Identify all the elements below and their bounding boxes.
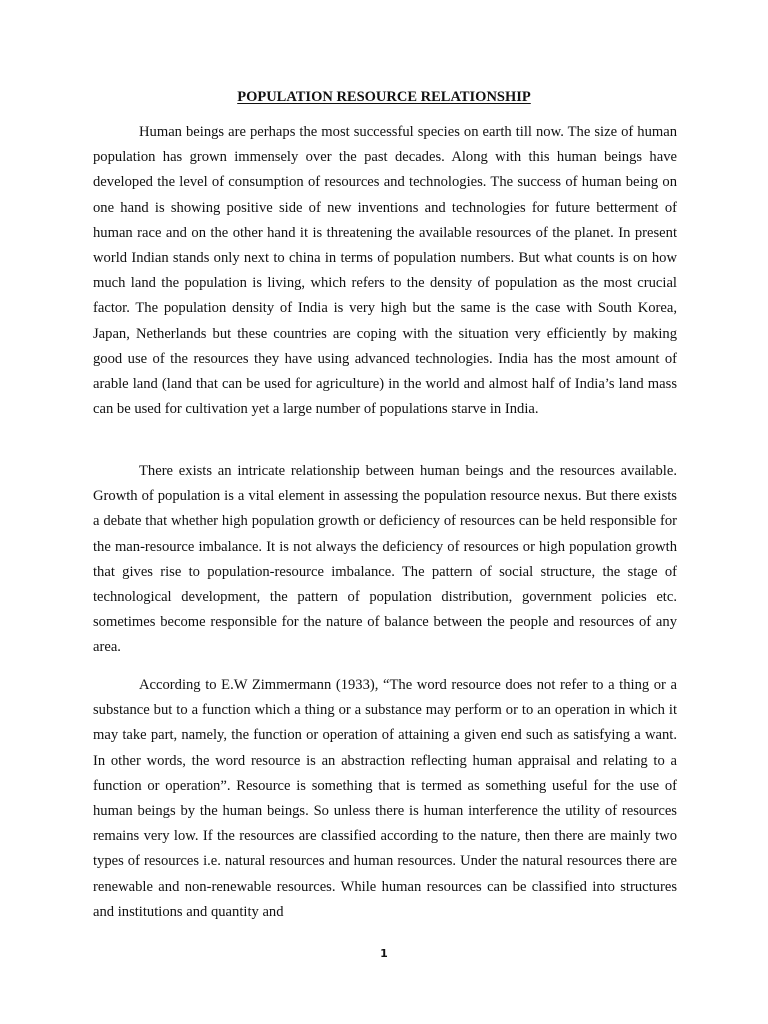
paragraph-3: According to E.W Zimmermann (1933), “The word resource does not refer to a thing or a substance but to a function which a thing or a substance may perform or to an operation in which it may take part, namely, the function or operation of attaining a given end such as satisfying a want. In other words, the word resource is an abstraction reflecting human appraisal and relating to a function or operation”. Resource is something that is termed as something useful for the use of human beings by the human beings. So unless there is human interference the utility of resources remains very low. If the resources are classified according to the nature, then there are mainly two types of resources i.e. natural resources and human resources. Under the natural resources there are renewable and non-renewable resources. While human resources can be classified into structures and institutions and quantity and: [93, 677, 677, 920]
document-title: POPULATION RESOURCE RELATIONSHIP: [237, 89, 531, 105]
paragraph-2: There exists an intricate relationship between human beings and the resources available. Growth of population is a vital element in assessing the population resource nexus. But there exists a debate that whether high population growth or deficiency of resources can be held responsible for the man-resource imbalance. It is not always the deficiency of resources or high population growth that gives rise to population-resource imbalance. The pattern of social structure, the stage of technological development, the pattern of population distribution, government policies etc. sometimes become responsible for the nature of balance between the people and resources of any area.: [93, 463, 677, 656]
paragraph-1: Human beings are perhaps the most successful species on earth till now. The size of human population has grown immensely over the past decades. Along with this human beings have developed the level of consumption of resources and technologies. The success of human being on one hand is showing positive side of new inventions and technologies for future betterment of human race and on the other hand it is threatening the available resources of the planet. In present world Indian stands only next to china in terms of population numbers. But what counts is on how much land the population is living, which refers to the density of population as the most crucial factor. The population density of India is very high but the same is the case with South Korea, Japan, Netherlands but these countries are coping with the situation very efficiently by making good use of the resources they have using advanced technologies. India has the most amount of arable land (land that can be used for agriculture) in the world and almost half of India’s land mass can be used for cultivation yet a large number of populations starve in India.: [93, 124, 677, 418]
page-number: 1: [380, 947, 388, 960]
